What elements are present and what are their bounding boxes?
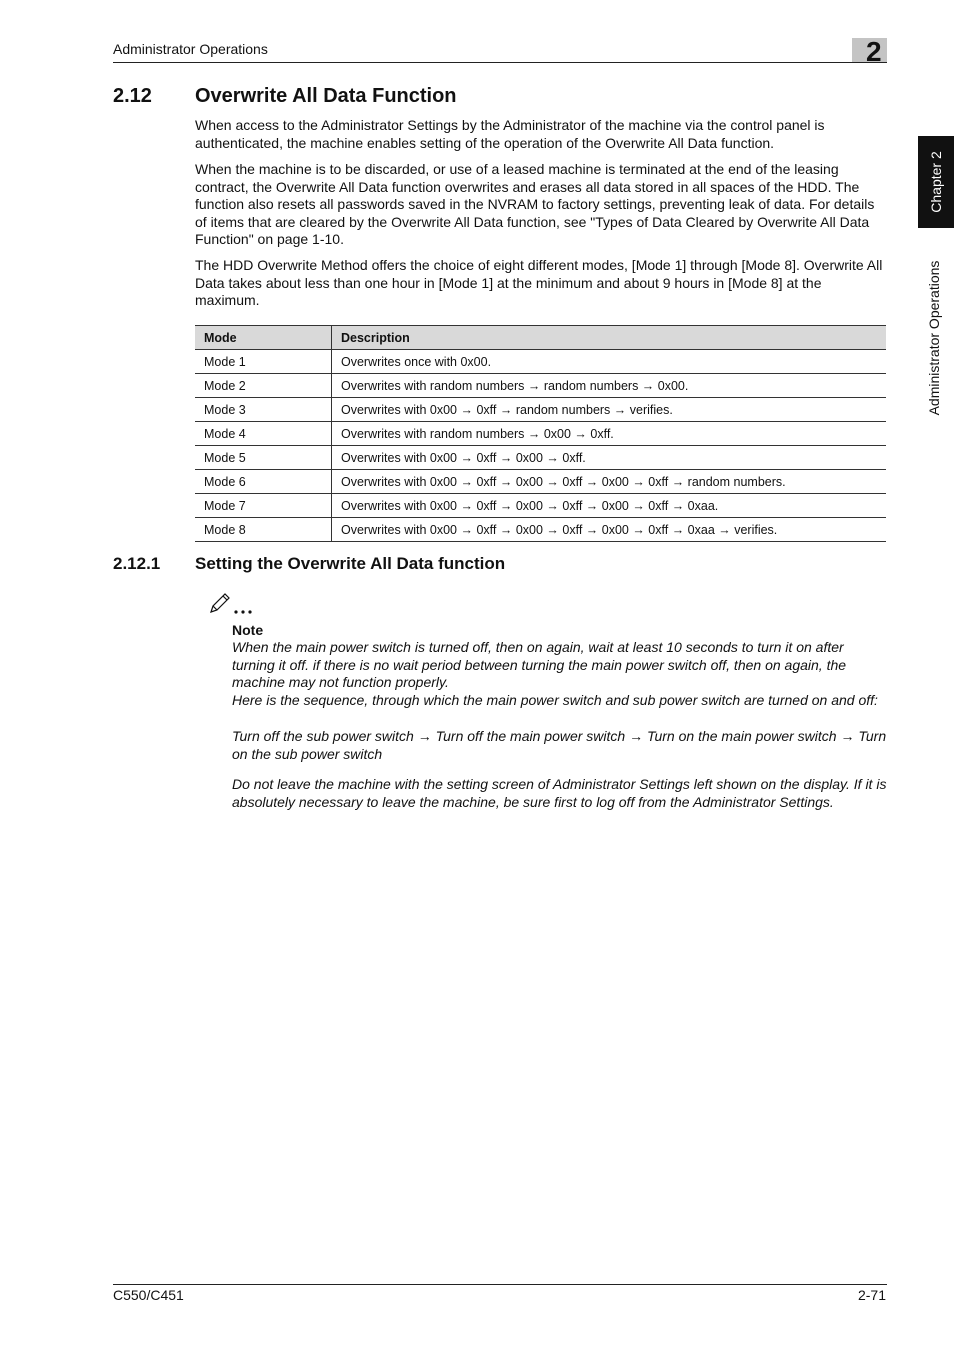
subsection-number: 2.12.1 [113,554,161,573]
chapter-side-tab-label: Chapter 2 [928,151,944,213]
running-header: Administrator Operations [113,41,268,57]
table-row [195,446,886,470]
note-paragraph: When the main power switch is turned off, then on again, wait at least 10 seconds to turn it on after turning it off. if there is no wait period between turning the main power switch off, then on again, the machine may not function properly. [232,639,847,690]
note-paragraph: Do not leave the machine with the setting screen of Administrator Settings left shown on the display. If it is absolutely necessary to leave the machine, be sure first to log off from the Administrator Settings. [232,776,887,810]
table-row [195,494,886,518]
table-header-row [195,326,886,350]
description-cell: Overwrites with 0x00 → 0xff → random numbers → verifies. [332,398,887,422]
paragraph: When access to the Administrator Settings by the Administrator of the machine via the control panel is authenticated, the machine enables setting of the operation of the Overwrite All Data function. [195,117,825,151]
mode-cell: Mode 3 [195,398,332,422]
header-rule [113,62,887,63]
description-cell: Overwrites with 0x00 → 0xff → 0x00 → 0xff → 0x00 → 0xff → 0xaa. [332,494,887,518]
mode-cell: Mode 5 [195,446,332,470]
footer-rule [113,1284,887,1285]
column-header-mode: Mode [195,326,332,350]
footer-page-number: 2-71 [857,1287,886,1303]
description-cell: Overwrites with 0x00 → 0xff → 0x00 → 0xff → 0x00 → 0xff → random numbers. [332,470,887,494]
subsection-heading [113,554,505,574]
mode-cell: Mode 1 [195,350,332,374]
table-row [195,422,886,446]
section-number: 2.12 [113,85,152,107]
footer-model: C550/C451 [113,1287,184,1303]
subsection-title: Setting the Overwrite All Data function [195,554,506,573]
section-title: Overwrite All Data Function [195,85,457,107]
section-heading [113,85,457,108]
description-cell: Overwrites with 0x00 → 0xff → 0x00 → 0xff → 0x00 → 0xff → 0xaa → verifies. [332,518,887,542]
description-cell: Overwrites once with 0x00. [332,350,887,374]
paragraph: The HDD Overwrite Method offers the choice of eight different modes, [Mode 1] through [Mode 8]. Overwrite All Data takes about less than one hour in [Mode 1] at the minimum and about 9 hours in [Mode 8] at the maximum. [195,257,883,308]
chapter-side-tab [918,136,954,228]
mode-table [195,325,886,542]
chapter-number: 2 [866,36,882,67]
paragraph: When the machine is to be discarded, or use of a leased machine is terminated at the end of the leasing contract, the Overwrite All Data function overwrites and erases all data stored in all spaces of the HDD. The function also resets all passwords saved in the NVRAM to factory settings, preventing leak of data. For details of items that are cleared by the Overwrite All Data function, see "Types of Data Cleared by Overwrite All Data Function" on page 1-10. [195,161,875,247]
pencil-note-icon [208,592,258,616]
mode-cell: Mode 2 [195,374,332,398]
description-cell: Overwrites with random numbers → random numbers → 0x00. [332,374,887,398]
note-paragraph: Here is the sequence, through which the main power switch and sub power switch are turned on and off: [232,692,878,708]
table-row [195,374,886,398]
description-cell: Overwrites with 0x00 → 0xff → 0x00 → 0xff. [332,446,887,470]
table-row [195,470,886,494]
table-row [195,350,886,374]
description-cell: Overwrites with random numbers → 0x00 → 0xff. [332,422,887,446]
note-title: Note [232,622,264,638]
table-row [195,398,886,422]
column-header-description: Description [332,326,887,350]
mode-cell: Mode 6 [195,470,332,494]
section-side-label: Administrator Operations [926,260,942,416]
table-row [195,518,886,542]
mode-cell: Mode 7 [195,494,332,518]
note-paragraph: Turn off the sub power switch → Turn off the main power switch → Turn on the main power switch → Turn on the sub power switch [232,728,887,762]
mode-cell: Mode 8 [195,518,332,542]
mode-cell: Mode 4 [195,422,332,446]
